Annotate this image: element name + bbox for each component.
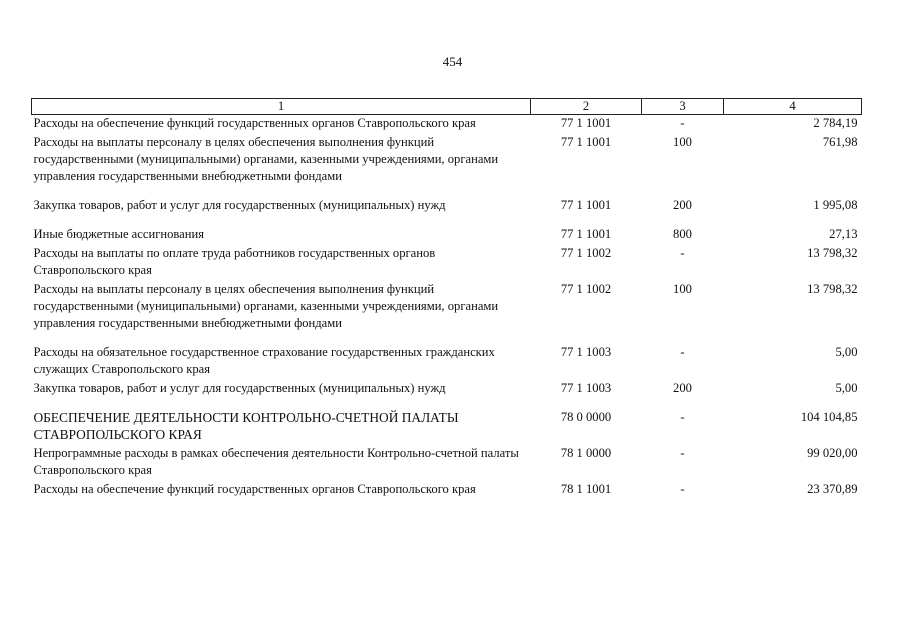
row-amount: 5,00 bbox=[835, 381, 858, 395]
row-name: Иные бюджетные ассигнования bbox=[33, 227, 205, 241]
page-number: 454 bbox=[442, 54, 463, 69]
row-name: Расходы на обязательное государственное страхование государственных гражданских служащих Ставропольского края bbox=[33, 345, 495, 376]
table-row-section bbox=[32, 399, 862, 445]
row-name: Закупка товаров, работ и услуг для государственных (муниципальных) нужд bbox=[33, 381, 446, 395]
row-code: 77 1 1002 bbox=[560, 246, 612, 260]
row-name: Расходы на выплаты персоналу в целях обеспечения выполнения функций государственными (муниципальными) органами, казенными учреждениями, органами управления государственными внебюджетными фондами bbox=[33, 135, 499, 183]
header-row bbox=[32, 99, 862, 115]
table-row bbox=[32, 445, 862, 481]
table-row bbox=[32, 115, 862, 135]
table-row bbox=[32, 197, 862, 226]
table-row bbox=[32, 344, 862, 380]
row-name: Расходы на выплаты персоналу в целях обеспечения выполнения функций государственными (муниципальными) органами, казенными учреждениями, органами управления государственными внебюджетными фондами bbox=[33, 282, 499, 330]
row-amount: 761,98 bbox=[822, 135, 858, 149]
table-row bbox=[32, 281, 862, 344]
row-code: 77 1 1003 bbox=[560, 381, 612, 395]
row-type: - bbox=[680, 246, 685, 260]
row-type: - bbox=[680, 482, 685, 496]
row-code: 77 1 1001 bbox=[560, 227, 612, 241]
row-type: - bbox=[680, 116, 685, 130]
table-row bbox=[32, 380, 862, 399]
row-name: ОБЕСПЕЧЕНИЕ ДЕЯТЕЛЬНОСТИ КОНТРОЛЬНО-СЧЕТНОЙ ПАЛАТЫ СТАВРОПОЛЬСКОГО КРАЯ bbox=[33, 410, 459, 442]
row-name: Расходы на обеспечение функций государственных органов Ставропольского края bbox=[33, 482, 476, 496]
row-code: 77 1 1001 bbox=[560, 198, 612, 212]
row-code: 77 1 1001 bbox=[560, 116, 612, 130]
row-name: Непрограммные расходы в рамках обеспечения деятельности Контрольно-счетной палаты Ставропольского края bbox=[33, 446, 519, 477]
table-row bbox=[32, 134, 862, 197]
row-name: Расходы на обеспечение функций государственных органов Ставропольского края bbox=[33, 116, 476, 130]
row-code: 78 0 0000 bbox=[560, 410, 612, 424]
row-code: 77 1 1002 bbox=[560, 282, 612, 296]
header-col-3: 3 bbox=[642, 99, 724, 115]
row-type: - bbox=[680, 410, 685, 424]
row-amount: 23 370,89 bbox=[807, 482, 858, 496]
row-code: 78 1 1001 bbox=[560, 482, 612, 496]
row-type: 800 bbox=[673, 227, 692, 241]
row-amount: 13 798,32 bbox=[807, 246, 858, 260]
row-amount: 104 104,85 bbox=[800, 410, 858, 424]
row-type: - bbox=[680, 345, 685, 359]
row-amount: 1 995,08 bbox=[813, 198, 858, 212]
table-row bbox=[32, 245, 862, 281]
row-amount: 5,00 bbox=[835, 345, 858, 359]
row-type: - bbox=[680, 446, 685, 460]
header-col-2: 2 bbox=[531, 99, 642, 115]
header-col-4: 4 bbox=[724, 99, 862, 115]
row-amount: 13 798,32 bbox=[807, 282, 858, 296]
table-body bbox=[32, 115, 862, 501]
row-code: 78 1 0000 bbox=[560, 446, 612, 460]
header-col-1: 1 bbox=[32, 99, 531, 115]
table-row bbox=[32, 481, 862, 500]
row-amount: 2 784,19 bbox=[813, 116, 858, 130]
row-code: 77 1 1003 bbox=[560, 345, 612, 359]
table-header bbox=[32, 99, 862, 115]
row-type: 100 bbox=[673, 282, 692, 296]
row-amount: 27,13 bbox=[829, 227, 858, 241]
row-code: 77 1 1001 bbox=[560, 135, 612, 149]
row-amount: 99 020,00 bbox=[807, 446, 858, 460]
row-name: Расходы на выплаты по оплате труда работников государственных органов Ставропольского края bbox=[33, 246, 436, 277]
row-type: 200 bbox=[673, 381, 692, 395]
row-type: 200 bbox=[673, 198, 692, 212]
table-row bbox=[32, 226, 862, 245]
row-type: 100 bbox=[673, 135, 692, 149]
budget-table bbox=[31, 98, 862, 500]
row-name: Закупка товаров, работ и услуг для государственных (муниципальных) нужд bbox=[33, 198, 446, 212]
